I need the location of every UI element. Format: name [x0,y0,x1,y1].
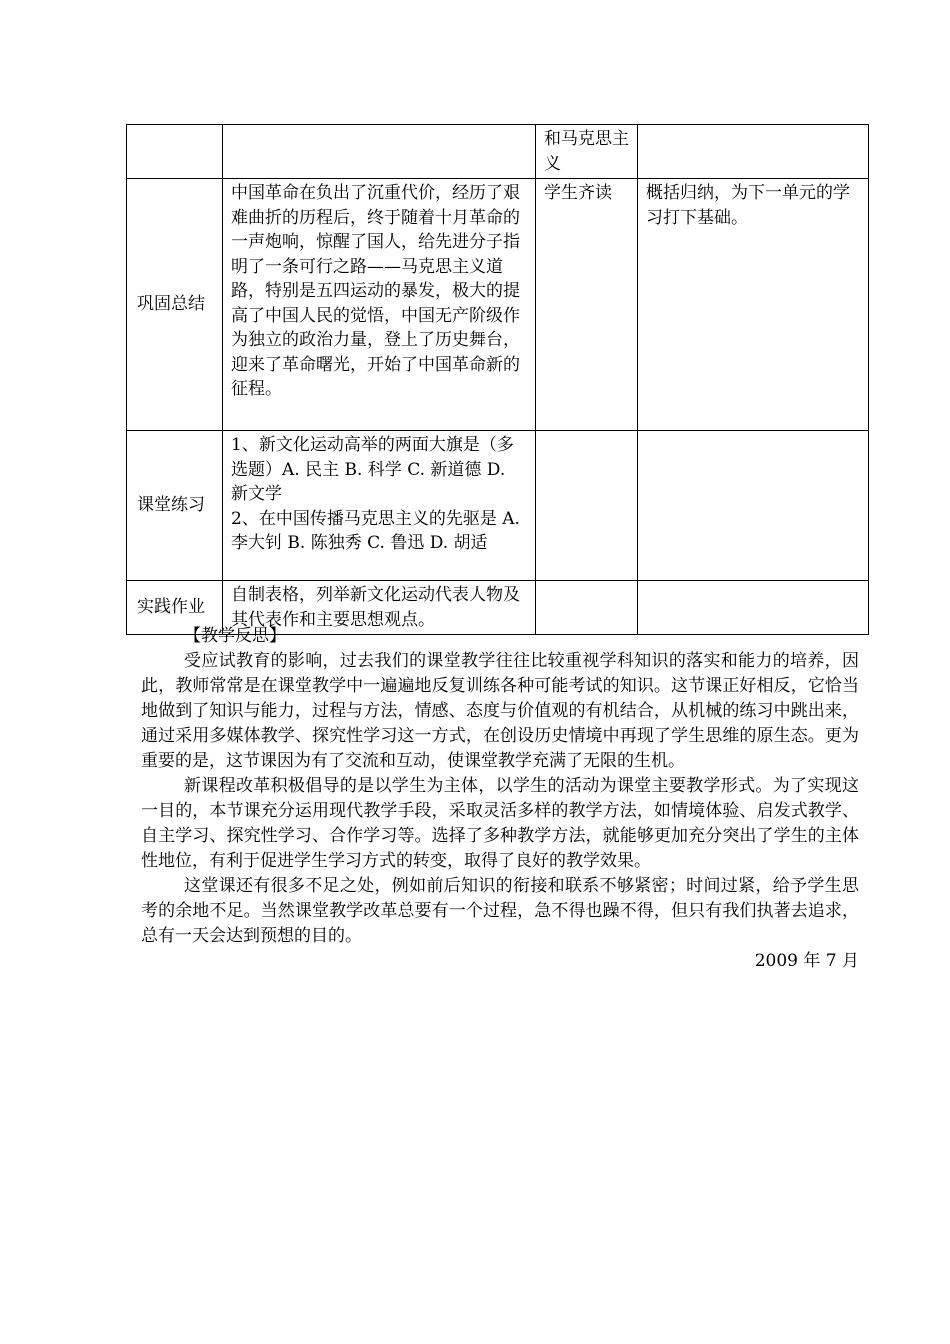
lesson-table [126,124,869,635]
reflection-paragraph: 这堂课还有很多不足之处，例如前后知识的衔接和联系不够紧密；时间过紧，给予学生思考的余地不足。当然课堂教学改革总要有一个过程，急不得也躁不得，但只有我们执著去追求，总有一天会达到预想的目的。 [141,876,859,946]
exercise-question-2: 2、在中国传播马克思主义的先驱是 A. 李大钊 B. 陈独秀 C. 鲁迅 D. 胡适 [231,508,520,553]
table-cell [638,125,869,179]
content-cell: 自制表格，列举新文化运动代表人物及其代表作和主要思想观点。 [223,581,536,635]
table-row [127,179,869,431]
table-row [127,125,869,179]
row-label: 实践作业 [127,581,223,635]
reflection-paragraph: 新课程改革积极倡导的是以学生为主体，以学生的活动为课堂主要教学形式。为了实现这一目的，本节课充分运用现代教学手段，采取灵活多样的教学方法，如情境体验、启发式教学、自主学习、探究性学习、合作学习等。选择了多种教学方法，就能够更加充分突出了学生的主体性地位，有利于促进学生学习方式的转变，取得了良好的教学效果。 [141,776,859,871]
student-activity-cell: 学生齐读 [536,179,638,431]
teaching-reflection-section [141,624,859,974]
reflection-paragraph: 受应试教育的影响，过去我们的课堂教学往往比较重视学科知识的落实和能力的培养，因此，教师常常是在课堂教学中一遍遍地反复训练各种可能考试的知识。这节课正好相反，它恰当地做到了知识与能力，过程与方法，情感、态度与价值观的有机结合，从机械的练习中跳出来，通过采用多媒体教学、探究性学习这一方式，在创设历史情境中再现了学生思维的原生态。更为重要的是，这节课因为有了交流和互动，使课堂教学充满了无限的生机。 [141,651,859,771]
student-activity-cell [536,431,638,581]
row-label: 巩固总结 [127,179,223,431]
exercise-question-1: 1、新文化运动高举的两面大旗是（多选题）A. 民主 B. 科学 C. 新道德 D. 新文学 [231,435,514,504]
design-purpose-cell [638,431,869,581]
row-label: 课堂练习 [127,431,223,581]
document-date: 2009 年 7 月 [754,951,859,971]
content-cell [223,431,536,581]
table-cell: 和马克思主义 [536,125,638,179]
table-cell [127,125,223,179]
section-heading: 【教学反思】 [184,626,286,646]
table-row [127,431,869,581]
design-purpose-cell: 概括归纳，为下一单元的学习打下基础。 [638,179,869,431]
content-cell: 中国革命在负出了沉重代价，经历了艰难曲折的历程后，终于随着十月革命的一声炮响，惊醒了国人，给先进分子指明了一条可行之路——马克思主义道路，特别是五四运动的暴发，极大的提高了中国人民的觉悟，中国无产阶级作为独立的政治力量，登上了历史舞台，迎来了革命曙光，开始了中国革命新的征程。 [223,179,536,431]
table-cell [223,125,536,179]
